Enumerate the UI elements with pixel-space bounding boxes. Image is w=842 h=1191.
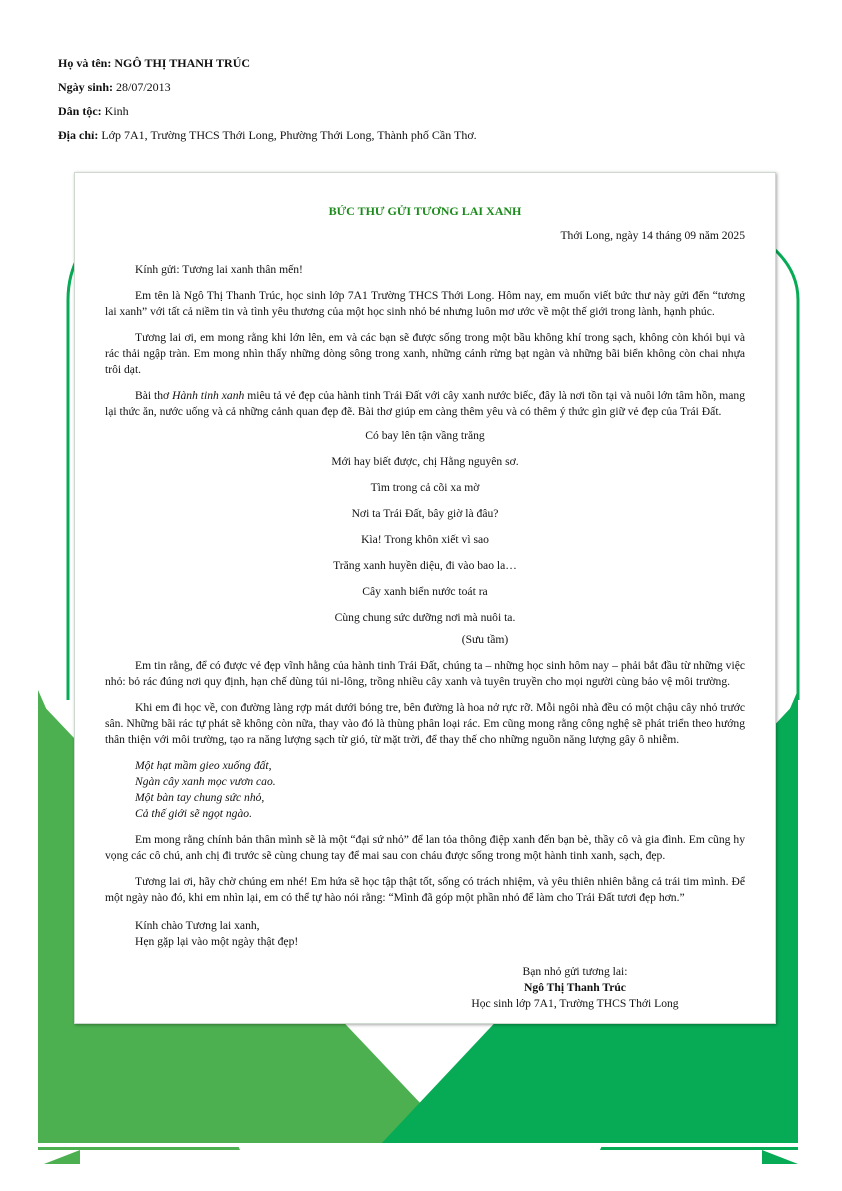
paragraph-3-post: miêu tả vẻ đẹp của hành tinh Trái Đất với cây xanh nước biếc, đây là nơi tồn tại và nuôi lớn tâm hồn, mang lại thức ăn, nước uống và cả những cảnh quan đẹp đẽ. Bài thơ giúp em càng thêm yêu và có thêm ý thức gìn giữ vẻ đẹp của Trái Đất. [105,389,745,418]
name-value: NGÔ THỊ THANH TRÚC [114,56,251,70]
paragraph-4: Em tin rằng, để có được vẻ đẹp vĩnh hằng của hành tinh Trái Đất, chúng ta – những học sinh hôm nay – phải bắt đầu từ những việc nhỏ: bỏ rác đúng nơi quy định, hạn chế dùng túi ni-lông, trồng nhiều cây xanh và tuyên truyền cho mọi người cùng bảo vệ môi trường. [105,659,745,688]
short-poem-line: Cả thế giới sẽ ngọt ngào. [135,807,252,820]
name-row [58,56,477,80]
letter-title: BỨC THƯ GỬI TƯƠNG LAI XANH [328,204,522,218]
poem-line: Trăng xanh huyền diệu, đi vào bao la… [333,559,517,572]
short-poem-line: Ngàn cây xanh mọc vươn cao. [135,775,276,788]
address-value: Lớp 7A1, Trường THCS Thới Long, Phường Thới Long, Thành phố Cần Thơ. [101,128,477,142]
signature-label: Bạn nhỏ gửi tương lai: [522,965,628,978]
envelope-corner-right [762,1150,798,1164]
short-poem-line: Một hạt mầm gieo xuống đất, [135,759,272,772]
short-poem-line: Một bàn tay chung sức nhỏ, [135,791,265,804]
ethnic-row [58,104,477,128]
letter-paper [74,172,776,1024]
student-info [58,56,477,152]
closing-line-1: Kính chào Tương lai xanh, [135,919,260,932]
dob-row [58,80,477,104]
dob-label: Ngày sinh: [58,80,114,94]
signature [105,964,745,1012]
letter-date: Thới Long, ngày 14 tháng 09 năm 2025 [560,229,745,242]
signature-role: Học sinh lớp 7A1, Trường THCS Thới Long [471,997,679,1010]
poem-line: Cây xanh biển nước toát ra [362,585,488,598]
closing-line-2: Hẹn gặp lại vào một ngày thật đẹp! [135,935,299,948]
envelope-corner-left [44,1150,80,1164]
short-poem [105,758,745,822]
poem-line: Nơi ta Trái Đất, bây giờ là đâu? [351,507,499,520]
paragraph-3-pre: Bài thơ [135,389,173,402]
poem-line: Mới hay biết được, chị Hằng nguyên sơ. [331,455,519,468]
poem-line: Cùng chung sức dưỡng nơi mà nuôi ta. [334,611,516,624]
poem-source: (Sưu tầm) [461,633,509,646]
ethnic-label: Dân tộc: [58,104,102,118]
poem-line: Có bay lên tận vầng trăng [365,429,485,442]
signature-name: Ngô Thị Thanh Trúc [524,981,626,994]
address-row [58,128,477,152]
dob-value: 28/07/2013 [116,80,171,94]
paragraph-5: Khi em đi học về, con đường làng rợp mát dưới bóng tre, bên đường là hoa nở rực rỡ. Mỗi ngôi nhà đều có một chậu cây nhỏ trước sân. Những bãi rác tự phát sẽ không còn nữa, thay vào đó là thùng phân loại rác. Em cũng mong rằng công nghệ sẽ phát triển theo hướng thân thiện với môi trường, tạo ra năng lượng sạch từ gió, từ mặt trời, để thay thế cho những nguồn năng lượng gây ô nhiễm. [105,701,745,746]
poem-line: Kìa! Trong khôn xiết vì sao [361,533,489,546]
paragraph-1: Em tên là Ngô Thị Thanh Trúc, học sinh lớp 7A1 Trường THCS Thới Long. Hôm nay, em muốn viết bức thư này gửi đến “tương lai xanh” với tất cả niềm tin và tình yêu thương của một học sinh nhỏ bé nhưng luôn mơ ước về một thế giới trong lành, hạnh phúc. [105,289,745,318]
poem-line: Tìm trong cả cõi xa mờ [370,481,480,494]
address-label: Địa chỉ: [58,128,99,142]
name-label: Họ và tên: [58,56,112,70]
paragraph-3 [105,388,745,420]
letter-greeting: Kính gửi: Tương lai xanh thân mến! [135,263,303,276]
paragraph-6: Em mong rằng chính bản thân mình sẽ là một “đại sứ nhỏ” để lan tỏa thông điệp xanh đến bạn bè, thầy cô và gia đình. Em cũng hy vọng các cô chú, anh chị đi trước sẽ cùng chung tay để mai sau con cháu được sống trong một hành tinh xanh, sạch, đẹp. [105,833,745,862]
poem-title: Hành tinh xanh [172,389,245,402]
poem [105,428,745,636]
ethnic-value: Kinh [104,104,129,118]
paragraph-2: Tương lai ơi, em mong rằng khi lớn lên, em và các bạn sẽ được sống trong một bầu không khí trong sạch, không còn khói bụi và rác thải ngập tràn. Em mong nhìn thấy những dòng sông trong xanh, những cánh rừng bạt ngàn và những bãi biển không còn chai nhựa trôi dạt. [105,331,745,376]
closing [105,918,745,950]
paragraph-7: Tương lai ơi, hãy chờ chúng em nhé! Em hứa sẽ học tập thật tốt, sống có trách nhiệm, và yêu thiên nhiên bằng cả trái tim mình. Để một ngày nào đó, khi em nhìn lại, em có thể tự hào nói rằng: “Mình đã góp một phần nhỏ để làm cho Trái Đất tươi đẹp hơn.” [105,875,745,904]
